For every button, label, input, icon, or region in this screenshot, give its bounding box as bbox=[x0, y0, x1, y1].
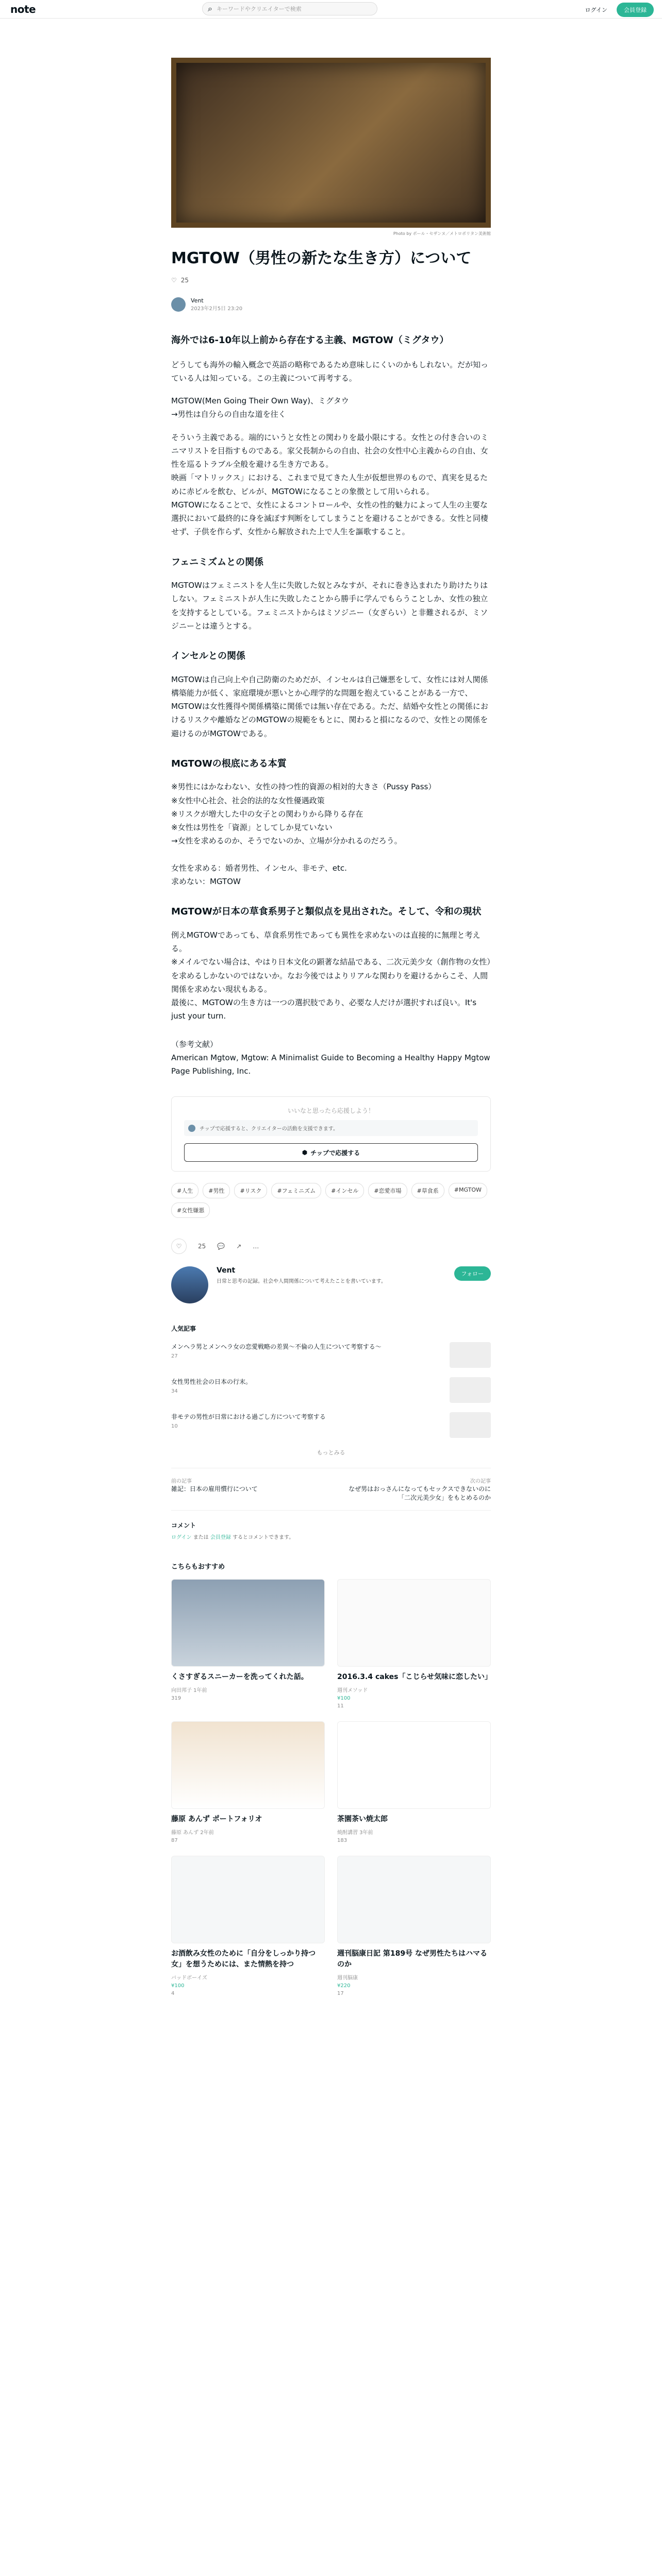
comment-note bbox=[171, 1533, 491, 1540]
rec-card-likes: 87 bbox=[171, 1838, 178, 1844]
like-button[interactable]: ♡ bbox=[171, 1239, 187, 1254]
next-title: なぜ男はおっさんになってもセックスできないのに「二次元美少女」をもとめるのか bbox=[349, 1485, 491, 1502]
section-heading: MGTOWの根底にある本質 bbox=[171, 758, 287, 769]
article-main bbox=[171, 58, 491, 1996]
tip-button[interactable] bbox=[184, 1143, 478, 1162]
section-text: 例えMGTOWであっても、草食系男性であっても異性を求めないのは直接的に無理と考える。 ※メイルでない場合は、やはり日本文化の顕著な結晶である、二次元美少女（創作物の女性）を求めるしかないのではないか。なお今後ではよりリアルな関わりを避けるからこそ、人間関係を求めない現状もある。 最後に、MGTOWの生き方は一つの選択肢であり、必要な人だけが選択すれば良い。It's just your turn. bbox=[171, 930, 491, 1021]
like-summary[interactable] bbox=[171, 277, 491, 284]
article-nav bbox=[171, 1468, 491, 1511]
rec-card-price: ¥100 bbox=[337, 1696, 351, 1702]
article-title: MGTOW（男性の新たな生き方）について bbox=[171, 249, 472, 267]
tip-icon: ⬢ bbox=[302, 1149, 308, 1157]
popular-item-thumb bbox=[450, 1412, 491, 1438]
popular-item-likes: 34 bbox=[171, 1388, 178, 1395]
rec-card-likes: 319 bbox=[171, 1696, 181, 1702]
profile-desc: 日常と思考の記録。社会や人間関係について考えたことを書いています。 bbox=[217, 1279, 386, 1285]
support-box bbox=[171, 1096, 491, 1172]
follow-button[interactable]: フォロー bbox=[454, 1266, 491, 1281]
section-text: ※男性にはかなわない、女性の持つ性的資源の相対的大きさ（Pussy Pass） ※女性中心社会、社会的法的な女性優遇政策 ※リスクが増大した中の女子との関わりから降りる存在 ※女性は男性を「資源」としてしか見ていない →女性を求めるのか、そうでないのか、立場が分かれるのだろう。 女性を求める：婚者男性、インセル、非モテ、etc. 求めない：MGTOW bbox=[171, 782, 436, 886]
tag-chip[interactable]: #フェミニズム bbox=[271, 1183, 321, 1198]
popular-item-thumb bbox=[450, 1342, 491, 1368]
tag-chip[interactable]: #リスク bbox=[234, 1183, 267, 1198]
references-text: American Mgtow, Mgtow: A Minimalist Guide to Becoming a Healthy Happy Mgtow Page Publishing, Inc. bbox=[171, 1053, 490, 1076]
rec-card-user: 週刊メソッド bbox=[337, 1688, 368, 1694]
support-info bbox=[184, 1120, 478, 1136]
tag-chip[interactable]: #MGTOW bbox=[449, 1183, 487, 1198]
rec-card-user: 焼酎講習 3年前 bbox=[337, 1830, 373, 1836]
search-placeholder: キーワードやクリエイターで検索 bbox=[216, 6, 302, 12]
rec-card-user: バッドボーイズ bbox=[171, 1975, 207, 1981]
rec-card-price: ¥220 bbox=[337, 1983, 351, 1989]
list-item[interactable] bbox=[171, 1377, 491, 1403]
rec-card-title: お酒飲み女性のために「自分をしっかり持つ女」を想うためには、また情熱を持つ bbox=[171, 1950, 316, 1969]
next-label: 次の記事 bbox=[470, 1479, 491, 1485]
note-logo[interactable]: note bbox=[10, 3, 36, 15]
paragraph: そういう主義である。端的にいうと女性との関わりを最小限にする。女性との付き合いのミニマリストを目指すものである。家父長制からの自由、社会の女性中心主義からの自由、女性を巡るトラブル全般を避ける生き方である。 映画「マトリックス」における、これまで見てきた人生が仮想世界のもので、真実を見るために赤ピルを飲む、ピルが、MGTOWになることの象徴として用いられる。 MGTOWになることで、女性によるコントロールや、女性の性的魅力によって人生の主要な選択において最終的に身を滅ぼす判断をしてしまうことを避けることができる。女性と同棲せず、子供を作らず、女性から解放された上で人生を謳歌すること。 bbox=[171, 432, 489, 537]
popular-title: 人気記事 bbox=[171, 1325, 196, 1333]
popular-item-title: 非モテの男性が日常における過ごし方について考察する bbox=[171, 1413, 326, 1421]
more-icon[interactable]: … bbox=[253, 1243, 259, 1250]
comment-title: コメント bbox=[171, 1522, 196, 1530]
recommended-title: こちらもおすすめ bbox=[171, 1563, 225, 1571]
rec-card-likes: 4 bbox=[171, 1991, 175, 1997]
heart-icon: ♡ bbox=[171, 277, 177, 284]
avatar[interactable] bbox=[171, 297, 186, 312]
author-profile bbox=[171, 1266, 491, 1303]
rec-card-title: 週刊脳康日記 第189号 なぜ男性たちはハマるのか bbox=[337, 1950, 487, 1969]
rec-card[interactable] bbox=[171, 1579, 325, 1709]
references-title: （参考文献） bbox=[171, 1039, 218, 1049]
rec-card-likes: 11 bbox=[337, 1703, 344, 1709]
tag-chip[interactable]: #草食系 bbox=[411, 1183, 444, 1198]
section-text: MGTOWは自己向上や自己防衛のためだが、インセルは自己嫌悪をして、女性には対人関係構築能力が低く、家庭環境が悪いとか心理学的な問題を抱えていることがある一方で、MGTOWは女性獲得や関係構築に関係では無い存在である。ただ、結婚や女性との関係におけるリスクや離婚などのMGTOWの規範をもとに、関わると損になるので、女性との関係を避けるのがMGTOWである。 bbox=[171, 674, 488, 738]
rec-card[interactable] bbox=[337, 1721, 491, 1843]
rec-card-image bbox=[171, 1856, 325, 1943]
share-icon[interactable]: ↗ bbox=[236, 1243, 242, 1250]
list-item[interactable] bbox=[171, 1342, 491, 1368]
search-input[interactable] bbox=[202, 2, 377, 15]
author-info[interactable] bbox=[171, 297, 491, 312]
hero-image bbox=[171, 58, 491, 228]
recommended-section bbox=[171, 1561, 491, 1996]
rec-card[interactable] bbox=[337, 1579, 491, 1709]
next-article[interactable] bbox=[341, 1477, 491, 1502]
more-link[interactable]: もっとみる bbox=[317, 1449, 345, 1456]
tag-chip[interactable]: #男性 bbox=[203, 1183, 230, 1198]
tag-chip[interactable]: #人生 bbox=[171, 1183, 198, 1198]
tag-chip[interactable]: #インセル bbox=[325, 1183, 364, 1198]
popular-item-title: メンヘラ男とメンヘラ女の恋愛戦略の差異～不倫の人生について考察する～ bbox=[171, 1343, 382, 1351]
rec-card-title: 藤原 あんず ポートフォリオ bbox=[171, 1815, 262, 1824]
rec-card-image bbox=[337, 1721, 491, 1809]
popular-item-title: 女性男性社会の日本の行末。 bbox=[171, 1378, 252, 1386]
article-body bbox=[171, 332, 491, 1023]
login-link[interactable]: ログイン bbox=[171, 1535, 192, 1541]
section-heading: フェニミズムとの関係 bbox=[171, 556, 264, 568]
author-name[interactable]: Vent bbox=[191, 297, 204, 304]
section-heading: インセルとの関係 bbox=[171, 651, 245, 662]
comment-icon[interactable]: 💬 bbox=[217, 1243, 225, 1250]
rec-card-image bbox=[337, 1579, 491, 1667]
paragraph: どうしても海外の輸入概念で英語の略称であるため意味しにくいのかもしれない。だが知っている人は知っている。この主義について再考する。 bbox=[171, 360, 489, 383]
rec-card-user: 向田邦子 1年前 bbox=[171, 1688, 207, 1694]
list-item[interactable] bbox=[171, 1412, 491, 1438]
avatar bbox=[188, 1125, 195, 1132]
rec-card-likes: 183 bbox=[337, 1838, 347, 1844]
tag-chip[interactable]: #女性嫌悪 bbox=[171, 1202, 210, 1218]
action-bar bbox=[171, 1239, 491, 1254]
rec-card[interactable] bbox=[171, 1856, 325, 1996]
tip-label: チップで応援する bbox=[310, 1149, 360, 1157]
section-text: MGTOWはフェミニストを人生に失敗した奴とみなすが、それに巻き込まれたり助けたりはしない。フェミニストが人生に失敗したことから勝手に学んでもらうことしか、女性の独立を支持するとしている。フェミニストからはミソジニー（女ぎらい）と非難されるが、ミソジニーとは違うとする。 bbox=[171, 581, 488, 631]
prev-label: 前の記事 bbox=[171, 1479, 192, 1485]
search-icon: ⌕ bbox=[208, 4, 212, 13]
comment-tail: するとコメントできます。 bbox=[233, 1535, 294, 1541]
rec-card[interactable] bbox=[337, 1856, 491, 1996]
site-header bbox=[0, 0, 662, 19]
comment-section bbox=[171, 1521, 491, 1540]
like-count: 25 bbox=[180, 277, 189, 284]
avatar[interactable] bbox=[171, 1266, 208, 1303]
lead-heading: 海外では6-10年以上前から存在する主義、MGTOW（ミグタウ） bbox=[171, 335, 449, 346]
recommended-grid bbox=[171, 1579, 491, 1996]
support-info-text: チップで応援すると、クリエイターの活動を支援できます。 bbox=[200, 1126, 338, 1132]
rec-card-user: 藤原 あんず 2年前 bbox=[171, 1830, 214, 1836]
popular-item-likes: 27 bbox=[171, 1353, 178, 1360]
popular-item-thumb bbox=[450, 1377, 491, 1403]
tag-chip[interactable]: #恋愛市場 bbox=[368, 1183, 407, 1198]
rec-card-title: 2016.3.4 cakes「こじらせ気味に恋したい」 bbox=[337, 1673, 492, 1682]
prev-title: 雑記：日本の雇用慣行について bbox=[171, 1485, 258, 1493]
rec-card-title: くさすぎるスニーカーを洗ってくれた話。 bbox=[171, 1673, 308, 1682]
tag-list bbox=[171, 1183, 491, 1218]
profile-name[interactable]: Vent bbox=[217, 1266, 236, 1275]
comment-or: または bbox=[193, 1535, 209, 1541]
support-question: いいなと思ったら応援しよう！ bbox=[287, 1107, 374, 1115]
hero-caption: Photo by ポール・セザンヌ／メトロポリタン美術館 bbox=[393, 231, 491, 236]
section-heading: MGTOWが日本の草食系男子と類似点を見出された。そして、令和の現状 bbox=[171, 906, 482, 918]
rec-card[interactable] bbox=[171, 1721, 325, 1843]
login-button[interactable]: ログイン bbox=[585, 7, 607, 13]
signup-link[interactable]: 会員登録 bbox=[210, 1535, 231, 1541]
rec-card-likes: 17 bbox=[337, 1991, 344, 1997]
paragraph: MGTOW(Men Going Their Own Way)、ミグタウ →男性は自分らの自由な道を往く bbox=[171, 396, 349, 419]
rec-card-image bbox=[171, 1579, 325, 1667]
rec-card-user: 週刊脳康 bbox=[337, 1975, 358, 1981]
post-date: 2023年2月5日 23:20 bbox=[191, 306, 243, 312]
rec-card-title: 茶園茶い焼太郎 bbox=[337, 1815, 388, 1824]
popular-articles bbox=[171, 1324, 491, 1438]
popular-item-likes: 10 bbox=[171, 1423, 178, 1430]
references bbox=[171, 1038, 491, 1078]
prev-article[interactable] bbox=[171, 1477, 321, 1502]
rec-card-image bbox=[337, 1856, 491, 1943]
rec-card-image bbox=[171, 1721, 325, 1809]
like-count: 25 bbox=[198, 1243, 206, 1250]
rec-card-price: ¥100 bbox=[171, 1983, 185, 1989]
signup-button[interactable]: 会員登録 bbox=[617, 3, 654, 17]
